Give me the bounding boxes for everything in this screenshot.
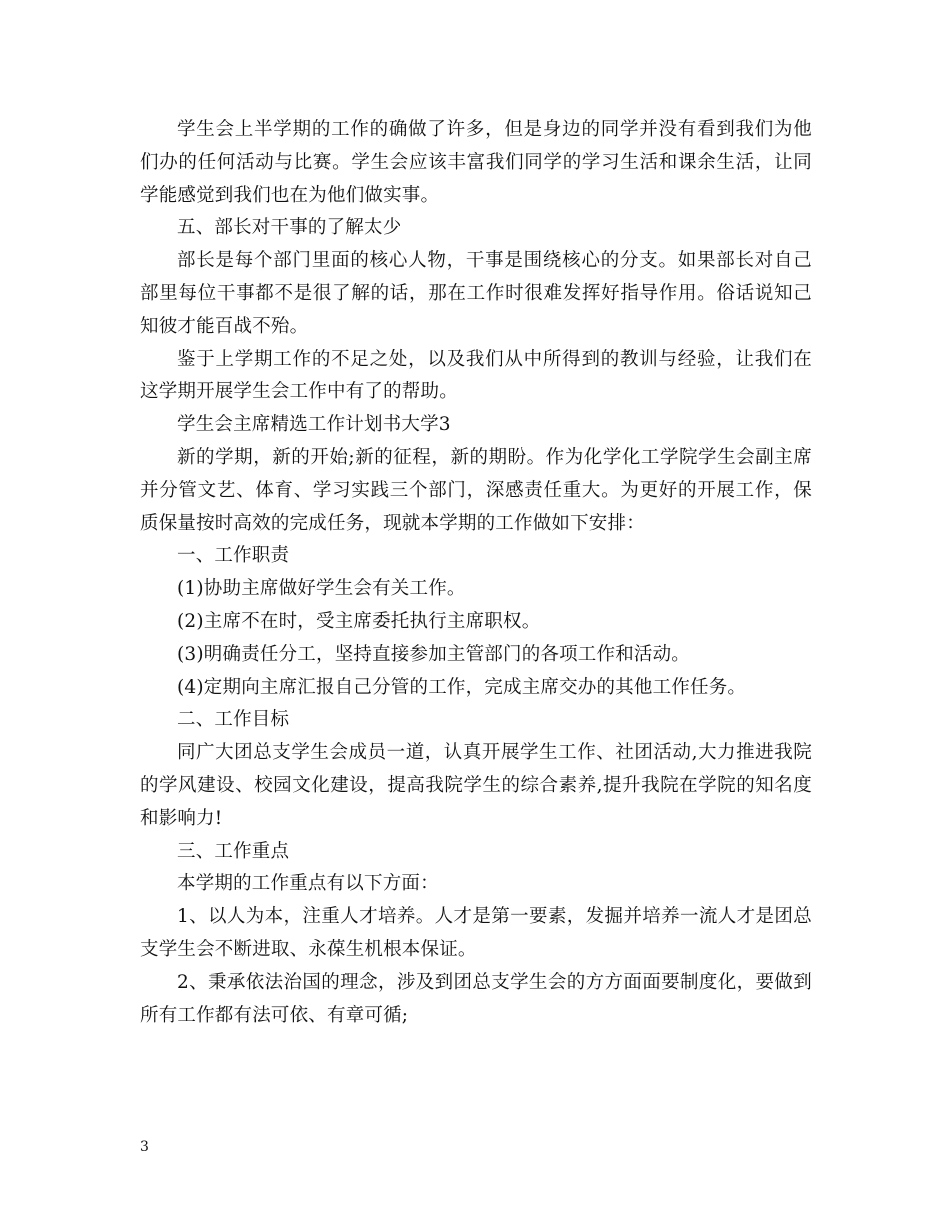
section-heading: 五、部长对干事的了解太少: [177, 217, 402, 239]
list-item: (2)主席不在时，受主席委托执行主席职权。: [177, 610, 541, 632]
section-heading: 一、工作职责: [177, 545, 290, 567]
paragraph: 本学期的工作重点有以下方面：: [177, 873, 439, 895]
document-body: [140, 114, 812, 1032]
list-item: (3)明确责任分工，坚持直接参加主管部门的各项工作和活动。: [177, 643, 691, 665]
section-heading: 二、工作目标: [177, 709, 290, 731]
paragraph: 同广大团总支学生会成员一道，认真开展学生工作、社团活动,大力推进我院的学风建设、校园文化建设，提高我院学生的综合素养,提升我院在学院的知名度和影响力!: [140, 742, 812, 829]
paragraph: 学生会上半学期的工作的确做了许多，但是身边的同学并没有看到我们为他们办的任何活动与比赛。学生会应该丰富我们同学的学习生活和课余生活，让同学能感觉到我们也在为他们做实事。: [140, 119, 812, 206]
section-heading: 三、工作重点: [177, 840, 290, 862]
paragraph: 鉴于上学期工作的不足之处，以及我们从中所得到的教训与经验，让我们在这学期开展学生会工作中有了的帮助。: [140, 348, 812, 403]
paragraph: 新的学期，新的开始;新的征程，新的期盼。作为化学化工学院学生会副主席并分管文艺、体育、学习实践三个部门，深感责任重大。为更好的开展工作，保质保量按时高效的完成任务，现就本学期的工作做如下安排：: [140, 446, 812, 534]
paragraph: 部长是每个部门里面的核心人物，干事是围绕核心的分支。如果部长对自己部里每位干事都不是很了解的话，那在工作时很难发挥好指导作用。俗话说知己知彼才能百战不殆。: [140, 250, 812, 337]
document-title: 学生会主席精选工作计划书大学3: [177, 414, 451, 436]
list-item: 1、以人为本，注重人才培养。人才是第一要素，发掘并培养一流人才是团总支学生会不断进取、永葆生机根本保证。: [140, 906, 812, 960]
list-item: (1)协助主席做好学生会有关工作。: [177, 578, 466, 600]
list-item: (4)定期向主席汇报自己分管的工作，完成主席交办的其他工作任务。: [177, 676, 747, 698]
page-number: 3: [140, 1139, 149, 1155]
list-item: 2、秉承依法治国的理念，涉及到团总支学生会的方方面面要制度化，要做到所有工作都有法可依、有章可循;: [140, 971, 812, 1026]
